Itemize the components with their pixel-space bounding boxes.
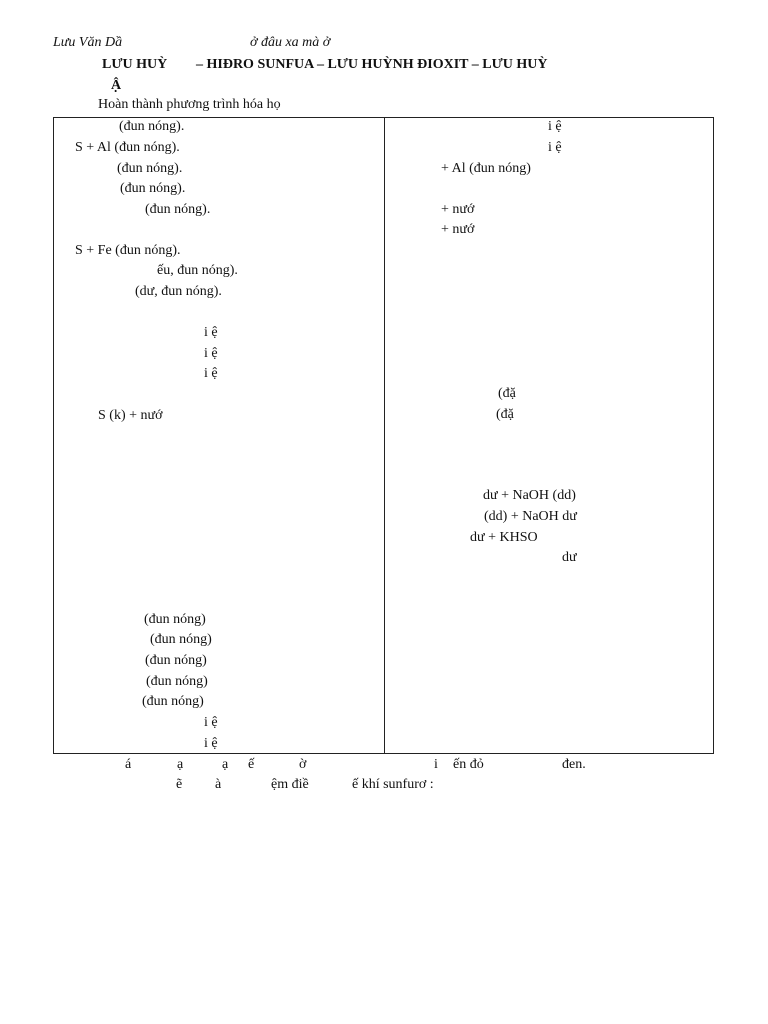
left-entry: (đun nóng) [142,694,204,709]
left-entry: (đun nóng). [119,119,185,134]
right-entry: (dd) + NaOH dư [484,509,577,524]
title-line-2: Ậ [111,78,122,93]
title-part-b: – HIĐRO SUNFUA – LƯU HUỲNH ĐIOXIT – LƯU HUỲ [196,57,548,72]
right-entry: i ệ [548,119,562,134]
footer-fragment: ế [248,757,255,772]
footer-fragment: đen. [562,757,586,772]
right-entry: (đặ [496,407,514,422]
author-name: Lưu Văn Dầ [53,35,123,50]
footer-fragment: ệm điề [271,777,309,792]
left-entry: i ệ [204,366,218,381]
footer-fragment: ẽ [176,777,183,792]
left-entry: ếu, đun nóng). [157,263,238,278]
instruction-text: Hoàn thành phương trình hóa họ [98,97,281,112]
right-entry: dư + KHSO [470,530,538,545]
left-entry: S + Al (đun nóng). [75,140,180,155]
left-entry: (đun nóng) [150,632,212,647]
right-entry: + Al (đun nóng) [441,161,531,176]
left-entry: (đun nóng) [145,653,207,668]
left-entry: (đun nóng) [146,674,208,689]
right-entry: + nướ [441,202,475,217]
footer-fragment: ến đỏ [453,757,484,772]
left-entry: (đun nóng). [145,202,211,217]
footer-fragment: ạ [177,757,184,772]
left-entry: i ệ [204,346,218,361]
column-divider [384,117,385,754]
left-entry: (đun nóng). [117,161,183,176]
left-entry: S (k) + nướ [98,408,163,423]
left-entry: i ệ [204,325,218,340]
footer-fragment: à [215,777,222,792]
title-part-a: LƯU HUỲ [102,57,168,72]
left-entry: S + Fe (đun nóng). [75,243,181,258]
right-entry: i ệ [548,140,562,155]
left-entry: i ệ [204,736,218,751]
right-entry: (đặ [498,386,516,401]
right-entry: + nướ [441,222,475,237]
left-entry: (đun nóng). [120,181,186,196]
left-entry: (đun nóng) [144,612,206,627]
footer-fragment: ạ [222,757,229,772]
left-entry: i ệ [204,715,218,730]
right-entry: dư [562,550,577,565]
footer-fragment: ế khí sunfurơ : [352,777,434,792]
header-slogan: ở đâu xa mà ở [250,35,331,50]
footer-fragment: i [434,757,438,772]
left-entry: (dư, đun nóng). [135,284,222,299]
right-entry: dư + NaOH (dd) [483,488,576,503]
footer-fragment: á [125,757,132,772]
footer-fragment: ờ [299,757,307,772]
